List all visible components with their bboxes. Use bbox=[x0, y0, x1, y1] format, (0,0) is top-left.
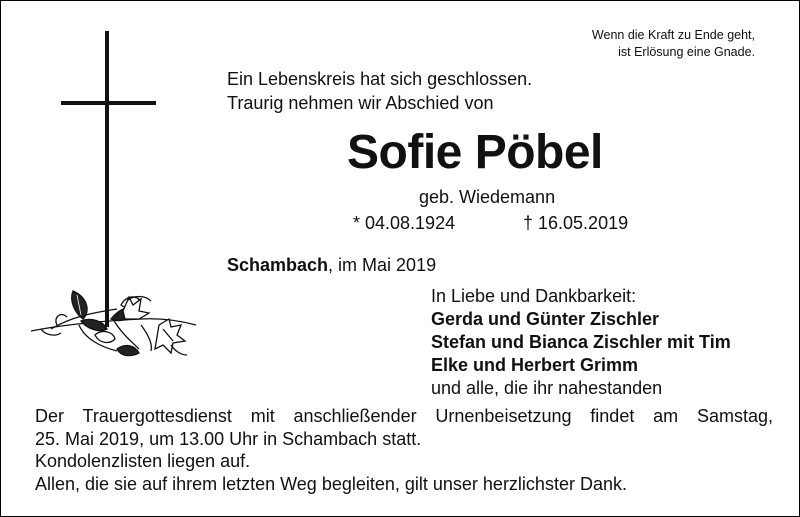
mourner-name: Elke und Herbert Grimm bbox=[431, 355, 639, 375]
place-town: Schambach bbox=[227, 255, 329, 275]
service-line-3: Kondolenzlisten liegen auf. bbox=[35, 451, 251, 471]
mourners-intro: In Liebe und Dankbarkeit: bbox=[431, 286, 637, 306]
cross-with-branch-illustration bbox=[21, 29, 201, 359]
service-info bbox=[35, 405, 773, 495]
place-date-line bbox=[227, 253, 436, 277]
intro-line-2: Traurig nehmen wir Abschied von bbox=[227, 93, 494, 113]
service-line-4: Allen, die sie auf ihrem letzten Weg begleiten, gilt unser herzlichster Dank. bbox=[35, 473, 627, 494]
leaf-branch-icon bbox=[31, 291, 196, 356]
birth-date: * 04.08.1924 bbox=[353, 213, 456, 233]
motto-line-1: Wenn die Kraft zu Ende geht, bbox=[591, 28, 755, 42]
motto bbox=[495, 27, 755, 61]
intro-line-1: Ein Lebenskreis hat sich geschlossen. bbox=[227, 69, 533, 89]
mourners-closing: und alle, die ihr nahestanden bbox=[431, 378, 663, 398]
mourners-block bbox=[431, 285, 731, 400]
place-date: , im Mai 2019 bbox=[328, 255, 437, 275]
cross-icon bbox=[61, 31, 156, 327]
maiden-name: geb. Wiedemann bbox=[419, 187, 556, 207]
service-line-1: Der Trauergottesdienst mit anschließender Urnenbeisetzung findet am Samstag, bbox=[35, 406, 773, 426]
mourner-name: Stefan und Bianca Zischler mit Tim bbox=[431, 332, 731, 352]
mourner-name: Gerda und Günter Zischler bbox=[431, 309, 660, 329]
deceased-name: Sofie Pöbel bbox=[347, 126, 603, 179]
service-line-2: 25. Mai 2019, um 13.00 Uhr in Schambach statt. bbox=[35, 428, 422, 449]
motto-line-2: ist Erlösung eine Gnade. bbox=[618, 45, 755, 59]
intro-text bbox=[227, 67, 532, 115]
death-date: † 16.05.2019 bbox=[523, 213, 629, 233]
